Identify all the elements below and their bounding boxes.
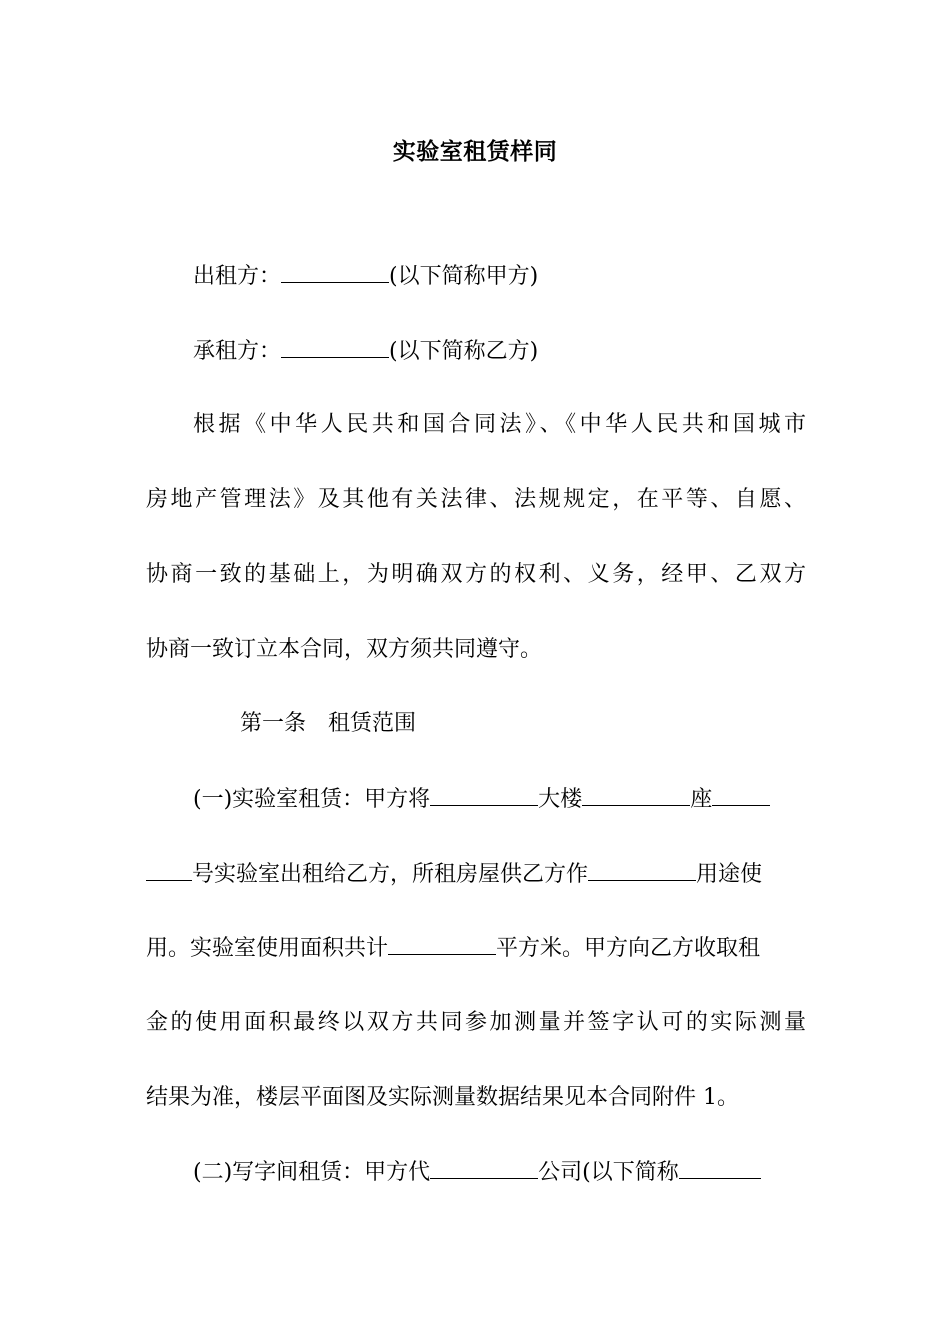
- clause1-line-3: [146, 928, 806, 969]
- lessor-suffix: (以下简称甲方): [389, 264, 539, 289]
- preamble-line-2: 房地产管理法》及其他有关法律、法规规定，在平等、自愿、: [146, 487, 806, 512]
- clause1-text-a: (一)实验室租赁：甲方将: [193, 787, 431, 812]
- preamble-line-3: 协商一致的基础上，为明确双方的权利、义务，经甲、乙双方: [146, 562, 806, 587]
- room-number-blank-b[interactable]: [146, 854, 192, 881]
- document-title: 实验室租赁样同: [392, 138, 558, 165]
- clause1-line-5: 结果为准，楼层平面图及实际测量数据结果见本合同附件 1。: [146, 1085, 739, 1110]
- clause2-text-b: 公司(以下简称: [538, 1160, 679, 1185]
- lessor-name-blank[interactable]: [281, 256, 389, 283]
- lessee-name-blank[interactable]: [281, 331, 389, 358]
- clause2-line-1: [146, 1152, 806, 1193]
- clause1-text-e: 用途使: [696, 862, 763, 887]
- lessee-label: 承租方：: [193, 339, 282, 364]
- clause1-text-g: 平方米。甲方向乙方收取租: [496, 936, 761, 961]
- clause2-text-a: (二)写字间租赁：甲方代: [193, 1160, 431, 1185]
- clause1-text-d: 号实验室出租给乙方，所租房屋供乙方作: [192, 862, 589, 887]
- clause1-line-1: [146, 779, 806, 820]
- block-blank[interactable]: [582, 779, 690, 806]
- usage-blank[interactable]: [588, 854, 696, 881]
- lessor-line: [146, 256, 806, 297]
- clause1-text-f: 用。实验室使用面积共计: [146, 936, 389, 961]
- lessee-suffix: (以下简称乙方): [389, 339, 539, 364]
- company-blank[interactable]: [430, 1152, 538, 1179]
- article1-heading: 第一条 租赁范围: [240, 711, 417, 736]
- clause1-line-4: 金的使用面积最终以双方共同参加测量并签字认可的实际测量: [146, 1010, 806, 1035]
- preamble-line-1: 根据《中华人民共和国合同法》、《中华人民共和国城市: [193, 412, 806, 437]
- room-number-blank-a[interactable]: [712, 779, 770, 806]
- clause1-text-c: 座: [690, 787, 713, 812]
- area-blank[interactable]: [388, 928, 496, 955]
- preamble-line-4: 协商一致订立本合同，双方须共同遵守。: [146, 637, 543, 662]
- building-blank[interactable]: [430, 779, 538, 806]
- lessor-label: 出租方：: [193, 264, 282, 289]
- lessee-line: [146, 331, 806, 372]
- clause1-line-2: [146, 854, 806, 895]
- clause1-text-b: 大楼: [538, 787, 583, 812]
- company-abbrev-blank[interactable]: [679, 1152, 761, 1179]
